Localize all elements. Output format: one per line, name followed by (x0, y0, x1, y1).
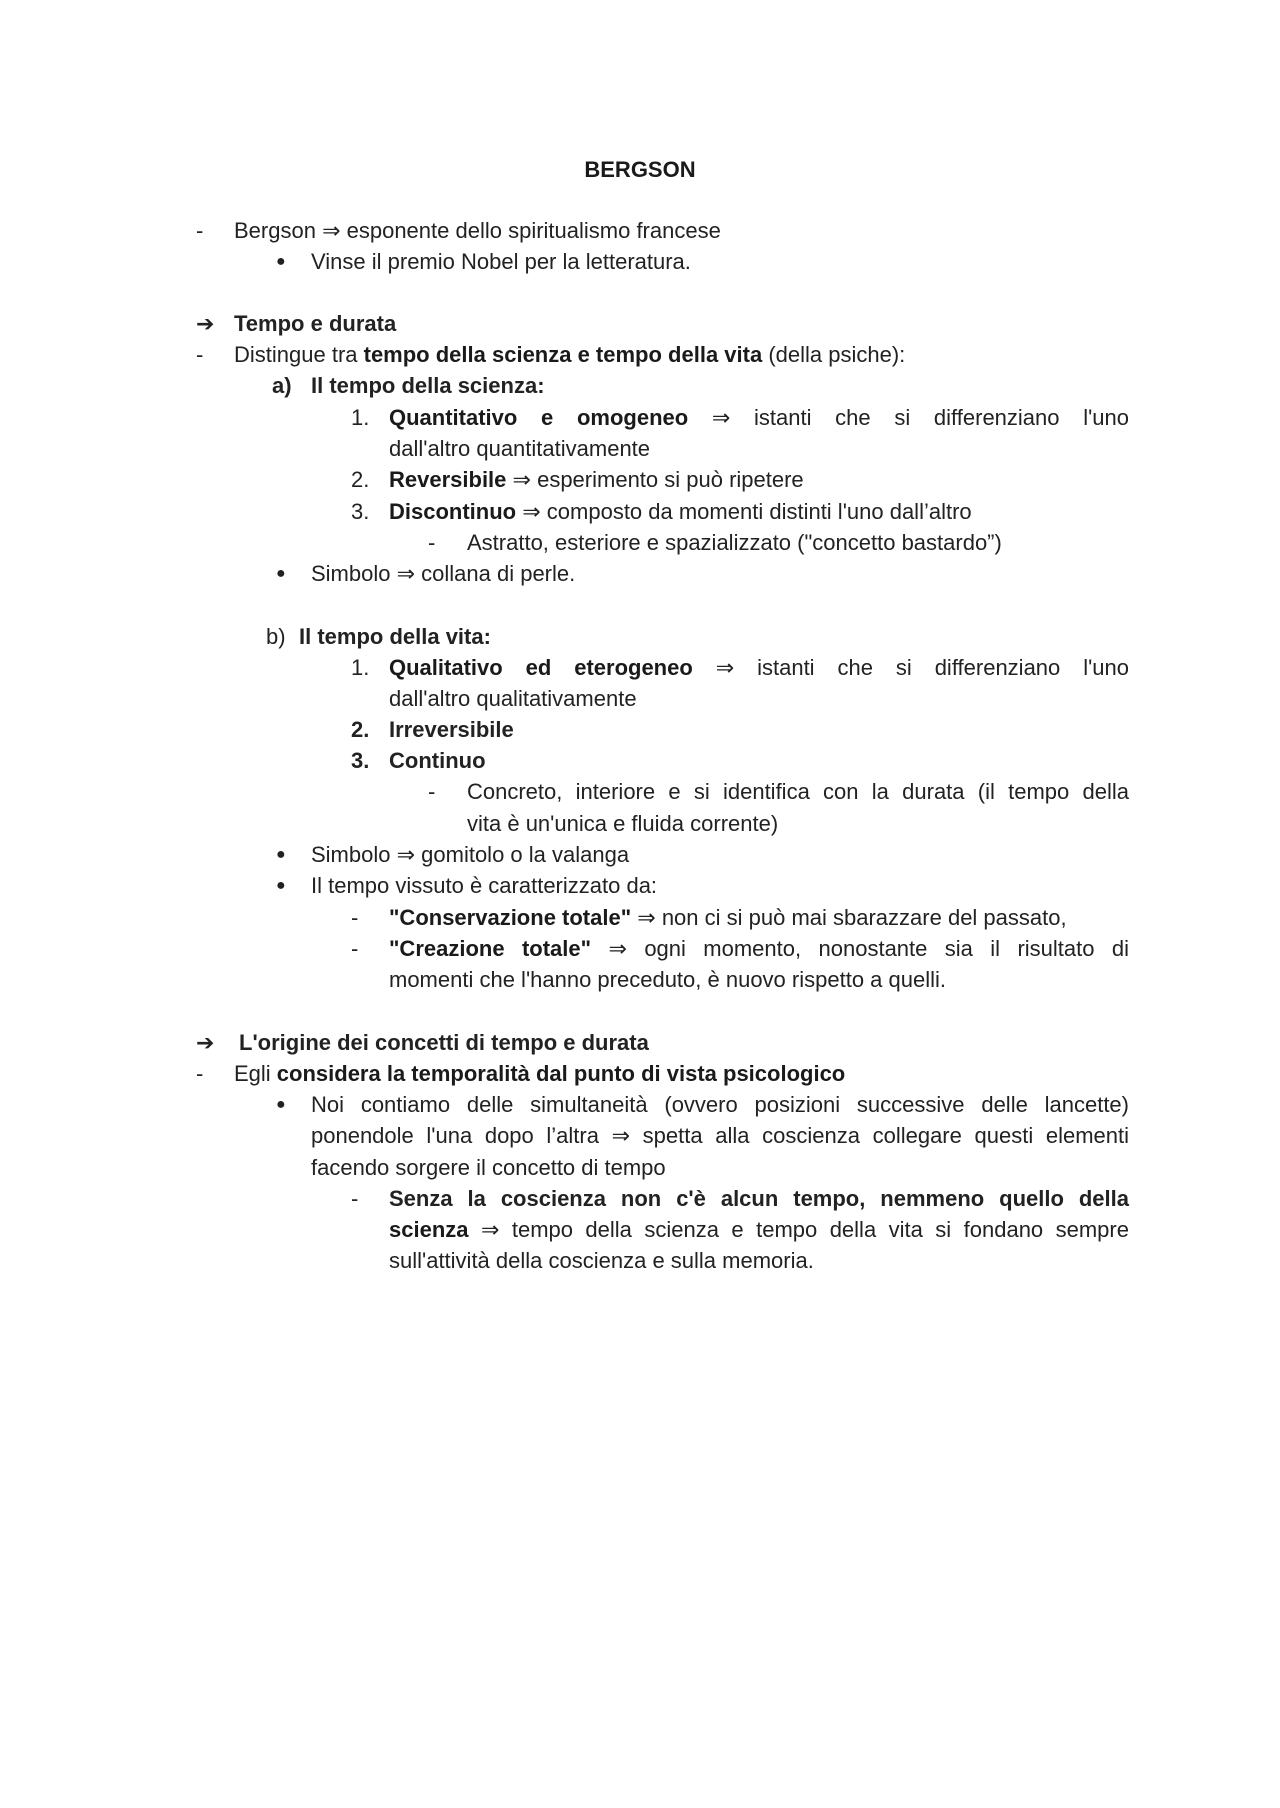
dash-marker: - (428, 779, 436, 804)
section-heading-tempo-durata: Tempo e durata (234, 311, 397, 336)
page-title: BERGSON (584, 157, 696, 182)
creation-continuation: momenti che l'hanno preceduto, è nuovo rispetto a quelli. (389, 967, 946, 992)
bullet-icon: ● (276, 565, 286, 582)
dash-marker: - (196, 342, 204, 367)
right-arrow-icon: ➔ (196, 311, 215, 336)
intro-sub-line: Vinse il premio Nobel per la letteratura. (311, 249, 691, 274)
list-item-continuation: dall'altro quantitativamente (389, 436, 651, 461)
list-item: Continuo (389, 748, 486, 773)
dash-marker: - (196, 1061, 204, 1086)
sub-item-continuation: vita è un'unica e fluida corrente) (467, 811, 779, 836)
subsection-title-vita: Il tempo della vita: (299, 624, 491, 649)
list-number: 3. (351, 499, 370, 524)
implies-arrow-icon: ⇒ (711, 405, 731, 430)
implies-arrow-icon: ⇒ (512, 467, 531, 492)
implies-arrow-icon: ⇒ (396, 842, 416, 867)
list-number: 1. (351, 655, 370, 680)
sub-item-text: Astratto, esteriore e spazializzato ("concetto bastardo”) (467, 530, 1002, 555)
right-arrow-icon: ➔ (196, 1030, 215, 1055)
paragraph-line: ponendole l'una dopo l’altra ⇒ spetta alla coscienza collegare questi elementi (311, 1123, 1129, 1148)
lived-time-line: Il tempo vissuto è caratterizzato da: (311, 873, 658, 898)
creation-line: "Creazione totale" ⇒ ogni momento, nonostante sia il risultato di (389, 936, 1130, 961)
list-item: Irreversibile (389, 717, 514, 742)
list-number: 2. (351, 467, 370, 492)
list-item: Reversibile ⇒ esperimento si può ripetere (389, 467, 804, 492)
list-marker-b: b) (266, 624, 286, 649)
implies-arrow-icon: ⇒ (715, 655, 735, 680)
dash-marker: - (196, 218, 204, 243)
sub-item-text: Concreto, interiore e si identifica con la durata (il tempo della (467, 779, 1129, 804)
symbol-line-vita: Simbolo ⇒ gomitolo o la valanga (311, 842, 630, 867)
section-heading-origine: L'origine dei concetti di tempo e durata (239, 1030, 649, 1055)
implies-arrow-icon: ⇒ (608, 936, 627, 961)
implies-arrow-icon: ⇒ (480, 1217, 500, 1242)
dash-marker: - (428, 530, 436, 555)
list-item-continuation: dall'altro qualitativamente (389, 686, 637, 711)
sub-item-line: scienza ⇒ tempo della scienza e tempo della vita si fondano sempre (389, 1217, 1129, 1242)
list-number: 1. (351, 405, 370, 430)
list-item: Qualitativo ed eterogeneo ⇒ istanti che si differenziano l'uno (389, 655, 1129, 680)
bullet-icon: ● (276, 1096, 286, 1113)
implies-arrow-icon: ⇒ (396, 561, 416, 586)
list-number: 3. (351, 748, 370, 773)
dash-marker: - (351, 1186, 359, 1211)
subsection-title-scienza: Il tempo della scienza: (311, 373, 545, 398)
implies-arrow-icon: ⇒ (611, 1123, 631, 1148)
dash-marker: - (351, 905, 359, 930)
psychological-line: Egli considera la temporalità dal punto di vista psicologico (234, 1061, 846, 1086)
bullet-icon: ● (276, 846, 286, 863)
implies-arrow-icon: ⇒ (637, 905, 656, 930)
distinction-line: Distingue tra tempo della scienza e tempo della vita (della psiche): (234, 342, 906, 367)
dash-marker: - (351, 936, 359, 961)
paragraph-line: Noi contiamo delle simultaneità (ovvero posizioni successive delle lancette) (311, 1092, 1129, 1117)
implies-arrow-icon: ⇒ (322, 218, 341, 243)
bullet-icon: ● (276, 253, 286, 270)
sub-item-continuation: sull'attività della coscienza e sulla memoria. (389, 1248, 814, 1273)
conservation-line: "Conservazione totale" ⇒ non ci si può mai sbarazzare del passato, (389, 905, 1067, 930)
paragraph-line: facendo sorgere il concetto di tempo (311, 1155, 666, 1180)
bullet-icon: ● (276, 877, 286, 894)
intro-line: Bergson ⇒ esponente dello spiritualismo francese (234, 218, 721, 243)
symbol-line-scienza: Simbolo ⇒ collana di perle. (311, 561, 576, 586)
list-item: Discontinuo ⇒ composto da momenti distinti l'uno dall’altro (389, 499, 972, 524)
list-marker-a: a) (272, 373, 292, 398)
list-number: 2. (351, 717, 370, 742)
implies-arrow-icon: ⇒ (522, 499, 541, 524)
list-item: Quantitativo e omogeneo ⇒ istanti che si differenziano l'uno (389, 405, 1129, 430)
sub-item-bold-line: Senza la coscienza non c'è alcun tempo, nemmeno quello della (389, 1186, 1129, 1211)
